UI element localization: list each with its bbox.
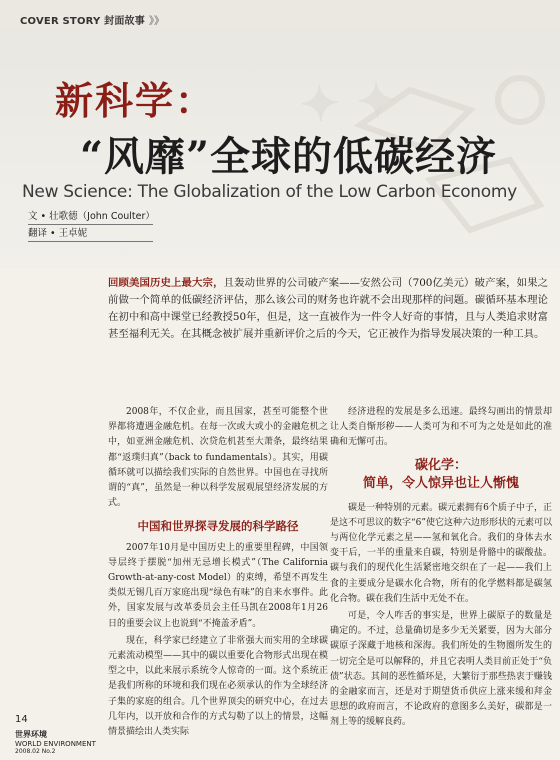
cover-story-label: COVER STORY 封面故事 [20, 16, 145, 27]
lead-text: 且轰动世界的公司破产案——安然公司（700亿美元）破产案，如果之前做一个简单的低碳经济评估，那么该公司的财务也许就不会出现那样的问题。碳循环基本理论在初中和高中课堂已经教授50年，但是，这一直被作为一件令人好奇的事情，且与人类追求财富甚至福利无关。在其概念被扩展并重新评价之后的今天，它正被作为指导发展决策的一种工具。 [108, 277, 548, 340]
heading-line-2: 简单，令人惊异也让人惭愧 [362, 475, 519, 491]
right-column [330, 405, 552, 733]
left-paragraph-1: 2008年，不仅企业，而且国家，甚至可能整个世界都将遭遇金融危机。在每一次或大或小的金融危机之中，如亚洲金融危机、次贷危机甚至大萧条，最终结果都“返璞归真”（back to fundamentals）。其实，用碳循环就可以描绘我们实际的自然世界。中国也在寻找所谓的“真”，虽然是一种以科学发展观展望经济发展的方式。 [108, 407, 328, 509]
lead-highlight: 回顾美国历史上最大宗， [108, 277, 224, 289]
author-credit: 文 • 壮歌德（John Coulter） [28, 210, 153, 225]
english-title: New Science: The Globalization of the Low Carbon Economy [22, 182, 517, 202]
background-watermark: ✦ ✦ [298, 72, 399, 134]
magazine-name-en: WORLD ENVIRONMENT [15, 740, 96, 748]
page-footer [15, 714, 96, 755]
right-paragraph-2: 碳是一种特别的元素。碳元素拥有6个质子中子，正是这不可思议的数字“6”使它这种六边形形状的元素可以与两位化学元素之星——氢和氧化合。我们的身体去水变干后，一半的重量来自碳，特别是骨骼中的碳酸盐。碳与我们的现代化生活紧密地交织在了一起——我们上食的主要成分是碳水化合物，所有的化学燃料都是碳氢化合物。碳在我们生活中无处不在。 [330, 502, 552, 604]
left-paragraph-3: 现在，科学家已经建立了非常强大而实用的全球碳元素流动模型——其中的碳以重要化合物形式出现在模型之中，以此来展示系统令人惊奇的一面。这个系统正是我们所称的环境和我们现在必须承认的作为全球经济子集的家庭的组合。几个世界顶尖的研究中心，在过去几年内，以开放和合作的方式勾勒了以上的情景，这幅情景描绘出人类实际 [108, 635, 328, 738]
left-paragraph-2: 2007年10月是中国历史上的重要里程碑，中国领导层终于摆脱“加州无忌增长模式”（The California Growth-at-any-cost Model）的束缚，希望不再发生类似无锡几百万家庭出现“绿色有味”的自来水事件。此外，国家发展与改革委员会主任马凯在2008年1月26日的重要会议上也说到“不掩盖矛盾”。 [108, 542, 328, 629]
right-paragraph-1: 经济进程的发展是多么迅速。最终勾画出的情景却让人类自惭形秽——人类可为和不可为之处是如此的准确和无懈可击。 [330, 407, 552, 448]
section-heading-carbon [330, 457, 552, 493]
title-line-1: 新科学： [55, 78, 216, 123]
section-heading-china: 中国和世界探寻发展的科学路径 [137, 519, 299, 534]
header-bar [0, 0, 560, 31]
issue-number: 2008.02 No.2 [15, 748, 56, 755]
lead-paragraph [108, 275, 548, 343]
left-column [108, 405, 328, 742]
heading-line-1: 碳化学： [414, 457, 467, 473]
translator-credit: 翻译 • 王卓妮 [28, 227, 153, 242]
double-chevron-icon: 》》 [148, 16, 165, 27]
title-line-2: “风靡”全球的低碳经济 [80, 133, 498, 180]
section-label [20, 12, 164, 27]
magazine-name-cn: 世界环境 [15, 730, 47, 739]
credits [28, 210, 153, 244]
right-paragraph-3: 可是，令人咋舌的事实是，世界上碳原子的数量是确定的。不过，总量确切是多少无关紧要，因为大部分碳原子深藏于地核和深海。我们所处的生物圈所发生的一切完全是可以解释的，并且它表明人类目前正处于“负债”状态。其间的恶性循环是，大繁衍于那些热衷于赚钱的金融家而言，还是对于期望货币供应上涨来缓和拜金思想的政府而言，不论政府的意图多么美好，碳都是一剂上等的缓解良药。 [330, 611, 552, 728]
page-number: 14 [15, 714, 28, 725]
